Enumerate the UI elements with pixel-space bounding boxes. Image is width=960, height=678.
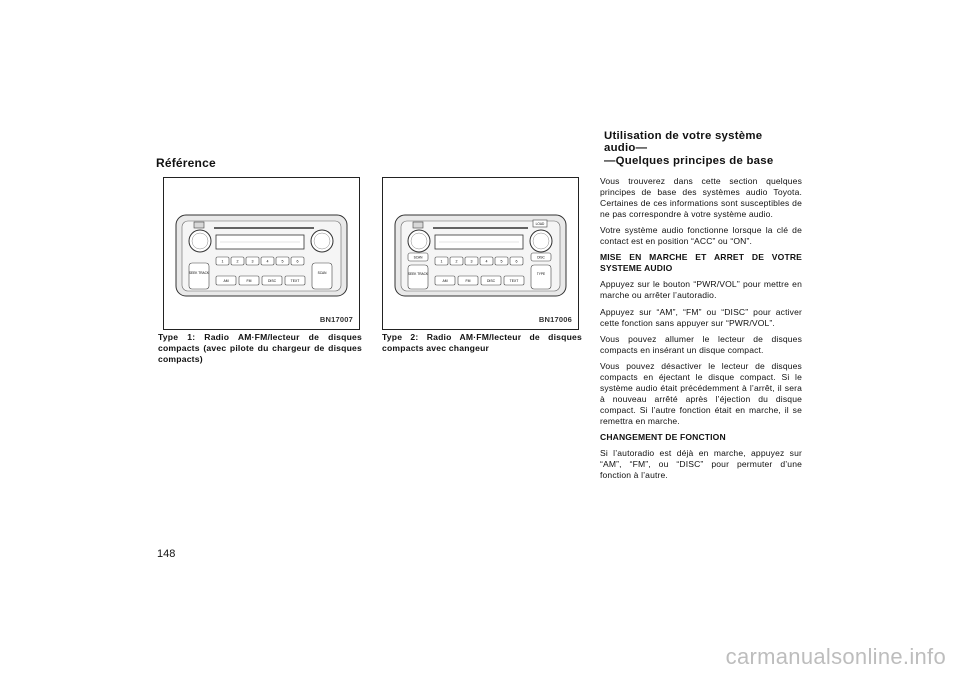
preset-button-label: 6 xyxy=(515,259,518,264)
mode-button-label: AM xyxy=(442,278,448,283)
type-label: TYPE xyxy=(536,272,546,276)
figure-radio-type-2 xyxy=(382,177,579,330)
preset-button-label: 4 xyxy=(485,259,488,264)
mode-button-label: DISC xyxy=(486,278,496,283)
subheading: MISE EN MARCHE ET ARRET DE VOTRE SYSTEME AUDIO xyxy=(600,252,802,274)
scan-label: SCAN xyxy=(317,271,327,275)
preset-button-label: 2 xyxy=(236,259,239,264)
preset-button-label: 2 xyxy=(455,259,458,264)
preset-button-label: 1 xyxy=(221,259,224,264)
preset-button-label: 3 xyxy=(470,259,473,264)
figure-caption-2: Type 2: Radio AM·FM/lecteur de disques compacts avec changeur xyxy=(382,332,582,354)
radio-illustration-type-2 xyxy=(383,178,578,329)
mode-button-label: AM xyxy=(223,278,229,283)
figure-code: BN17007 xyxy=(319,315,353,324)
tune-knob xyxy=(311,230,333,252)
preset-button-label: 5 xyxy=(500,259,503,264)
figure-radio-type-1 xyxy=(163,177,360,330)
heading-line: audio— xyxy=(604,142,648,155)
seek-track-label: SEEK TRACK xyxy=(407,272,429,276)
figure-caption-1: Type 1: Radio AM·FM/lecteur de disques compacts (avec pilote du chargeur de disques compacts) xyxy=(158,332,362,365)
mode-button-label: FM xyxy=(465,278,471,283)
preset-button-label: 6 xyxy=(296,259,299,264)
paragraph: Vous pouvez allumer le lecteur de disques compacts en insérant un disque compact. xyxy=(600,333,802,355)
figure-code: BN17006 xyxy=(538,315,572,324)
mode-button-label: FM xyxy=(246,278,252,283)
tune-knob xyxy=(530,230,552,252)
mode-button-label: TEXT xyxy=(509,278,519,283)
seek-track-label: SEEK TRACK xyxy=(188,271,210,275)
article-body xyxy=(600,176,802,486)
scan-label: SCAN xyxy=(413,255,423,260)
article-heading xyxy=(604,130,804,167)
volume-knob xyxy=(408,230,430,252)
heading-line: Utilisation de votre système xyxy=(604,130,763,142)
mode-button-label: TEXT xyxy=(290,278,300,283)
subheading: CHANGEMENT DE FONCTION xyxy=(600,431,726,442)
paragraph: Vous trouverez dans cette section quelques principes de base des systèmes audio Toyota. Certaines de ces informations sont susceptibles de ne pas correspondre à votre système audio. xyxy=(600,176,802,219)
preset-button-label: 3 xyxy=(251,259,254,264)
paragraph: Appuyez sur “AM”, “FM” ou “DISC” pour activer cette fonction sans appuyer sur “PWR/VOL”. xyxy=(600,306,802,328)
disc-label: DISC xyxy=(537,255,545,260)
radio-illustration-type-1 xyxy=(164,178,359,329)
preset-button-label: 4 xyxy=(266,259,269,264)
preset-button-label: 5 xyxy=(281,259,284,264)
section-title: Référence xyxy=(156,156,216,170)
mode-button-label: DISC xyxy=(267,278,277,283)
load-label: LOAD xyxy=(535,222,545,226)
volume-knob xyxy=(189,230,211,252)
paragraph: Si l’autoradio est déjà en marche, appuyez sur “AM”, “FM”, ou “DISC” pour permuter d’une fonction à l’autre. xyxy=(600,448,802,480)
paragraph: Appuyez sur le bouton “PWR/VOL” pour mettre en marche ou arrêter l’autoradio. xyxy=(600,279,802,301)
preset-button-label: 1 xyxy=(440,259,443,264)
paragraph: Vous pouvez désactiver le lecteur de disques compacts en éjectant le disque compact. Si le système audio était précédemment à l’arrêt, il sera à nouveau arrêté après l’éjection du disque compact. Si l’autre fonction était en marche, il se remettra en marche. xyxy=(600,361,802,426)
watermark: carmanualsonline.info xyxy=(725,644,946,669)
heading-line: —Quelques principes de base xyxy=(604,154,774,167)
page-number: 148 xyxy=(157,548,176,560)
paragraph: Votre système audio fonctionne lorsque la clé de contact est en position “ACC” ou “ON”. xyxy=(600,225,802,246)
